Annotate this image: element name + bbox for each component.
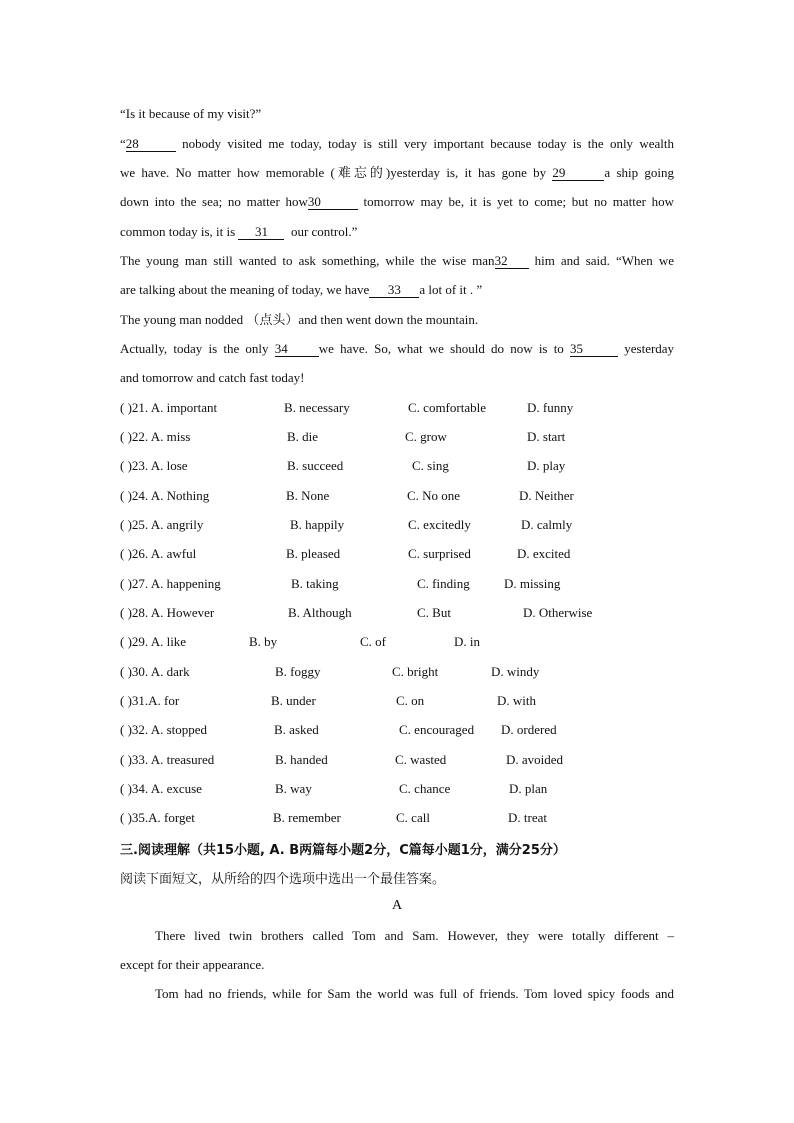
option-d[interactable]: D. play [527,458,566,473]
option-b[interactable]: B. die [287,429,319,444]
option-b[interactable]: B. by [249,634,278,649]
option-c[interactable]: C. But [417,605,451,620]
question-row [120,545,680,563]
question-stem[interactable]: ( )33. A. treasured [120,752,215,767]
option-d[interactable]: D. Neither [519,488,574,503]
option-d[interactable]: D. avoided [506,752,564,767]
option-d[interactable]: D. with [497,693,536,708]
question-stem[interactable]: ( )32. A. stopped [120,722,208,737]
passage-line [120,105,261,123]
question-stem[interactable]: ( )35.A. forget [120,810,195,825]
question-row [120,399,680,417]
passage-line [120,135,674,153]
passage-text: we have. So, what we should do now is to [318,341,564,356]
passage-text: and tomorrow and catch fast today! [120,370,305,385]
option-d[interactable]: D. funny [527,400,574,415]
blank-29[interactable]: 29 [552,165,604,181]
passage-text: our control.” [290,224,358,239]
option-c[interactable]: C. excitedly [408,517,471,532]
option-c[interactable]: C. finding [417,576,470,591]
question-stem[interactable]: ( )30. A. dark [120,664,190,679]
option-d[interactable]: D. in [454,634,480,649]
question-row [120,663,680,681]
blank-34[interactable]: 34 [275,341,319,357]
passage-text: down into the sea; no matter how [120,194,308,209]
question-row [120,604,680,622]
option-b[interactable]: B. Although [288,605,352,620]
passage-text: are talking about the meaning of today, we have [120,282,370,297]
option-d[interactable]: D. start [527,429,566,444]
question-row [120,780,680,798]
question-stem[interactable]: ( )25. A. angrily [120,517,204,532]
question-row [120,692,680,710]
option-c[interactable]: C. of [360,634,386,649]
option-d[interactable]: D. missing [504,576,561,591]
option-b[interactable]: B. asked [274,722,319,737]
passage-line [120,369,304,387]
question-row [120,751,680,769]
question-row [120,721,680,739]
question-stem[interactable]: ( )29. A. like [120,634,187,649]
question-stem[interactable]: ( )26. A. awful [120,546,197,561]
blank-33[interactable]: 33 [369,282,419,298]
option-b[interactable]: B. pleased [286,546,341,561]
passage-line [120,281,482,299]
passage-text: a ship going [604,165,675,180]
option-b[interactable]: B. necessary [284,400,350,415]
passage-text: Actually, today is the only [120,341,269,356]
blank-35[interactable]: 35 [570,341,618,357]
option-c[interactable]: C. wasted [395,752,447,767]
option-c[interactable]: C. chance [399,781,451,796]
passage-line [120,193,674,211]
option-c[interactable]: C. on [396,693,425,708]
option-c[interactable]: C. bright [392,664,439,679]
question-stem[interactable]: ( )34. A. excuse [120,781,202,796]
quote-mark: “ [120,136,126,151]
question-stem[interactable]: ( )27. A. happening [120,576,221,591]
section-heading: 三.阅读理解（共15小题, A. B两篇每小题2分，C篇每小题1分，满分25分） [120,843,566,858]
question-stem[interactable]: ( )31.A. for [120,693,180,708]
blank-31[interactable]: 31 [238,224,284,240]
option-c[interactable]: C. surprised [408,546,471,561]
option-b[interactable]: B. handed [275,752,328,767]
passage-text: we have. No matter how memorable (难忘的)yesterday is, it has gone by [120,165,547,180]
option-c[interactable]: C. grow [405,429,447,444]
option-d[interactable]: D. excited [517,546,571,561]
passage-line [120,340,674,358]
passage-label: A [391,898,403,913]
passage-line [120,252,674,270]
question-row [120,457,680,475]
passage-line [120,223,357,241]
question-row [120,809,680,827]
passage-text: common today is, it is [120,224,236,239]
question-row [120,487,680,505]
passage-text: “Is it because of my visit?” [120,106,262,121]
passage-text: The young man nodded （点头）and then went down the mountain. [120,312,479,327]
option-c[interactable]: C. encouraged [399,722,475,737]
question-stem[interactable]: ( )23. A. lose [120,458,188,473]
blank-30[interactable]: 30 [308,194,358,210]
option-c[interactable]: C. call [396,810,430,825]
option-c[interactable]: C. comfortable [408,400,486,415]
option-b[interactable]: B. None [286,488,330,503]
option-b[interactable]: B. taking [291,576,339,591]
option-b[interactable]: B. happily [290,517,345,532]
option-d[interactable]: D. ordered [501,722,557,737]
option-c[interactable]: C. No one [407,488,461,503]
option-b[interactable]: B. foggy [275,664,321,679]
reading-line: There lived twin brothers called Tom and Sam. However, they were totally different – [155,928,674,943]
option-b[interactable]: B. succeed [287,458,344,473]
reading-line: except for their appearance. [120,957,265,972]
option-b[interactable]: B. remember [273,810,341,825]
option-b[interactable]: B. way [275,781,312,796]
section-instruction: 阅读下面短文，从所给的四个选项中选出一个最佳答案。 [120,872,446,887]
reading-line: Tom had no friends, while for Sam the world was full of friends. Tom loved spicy foods and [155,986,674,1001]
option-d[interactable]: D. windy [491,664,540,679]
passage-text: The young man still wanted to ask something, while the wise man [120,253,495,268]
question-stem[interactable]: ( )22. A. miss [120,429,191,444]
question-stem[interactable]: ( )28. A. However [120,605,215,620]
question-row [120,428,680,446]
blank-28[interactable]: 28 [126,136,176,152]
question-row [120,516,680,534]
passage-text: tomorrow may be, it is yet to come; but no matter how [363,194,675,209]
question-stem[interactable]: ( )21. A. important [120,400,218,415]
passage-text: a lot of it . ” [419,282,483,297]
option-d[interactable]: D. plan [509,781,548,796]
question-row [120,575,680,593]
blank-32[interactable]: 32 [495,253,529,269]
passage-text: him and said. “When we [534,253,674,268]
question-row [120,633,680,651]
passage-text: nobody visited me today, today is still very important because today is the only wealth [182,136,674,151]
question-stem[interactable]: ( )24. A. Nothing [120,488,210,503]
passage-line [120,164,674,182]
option-c[interactable]: C. sing [412,458,449,473]
passage-text: yesterday [624,341,675,356]
passage-line [120,311,478,329]
option-d[interactable]: D. Otherwise [523,605,593,620]
option-d[interactable]: D. treat [508,810,547,825]
option-d[interactable]: D. calmly [521,517,573,532]
option-b[interactable]: B. under [271,693,316,708]
